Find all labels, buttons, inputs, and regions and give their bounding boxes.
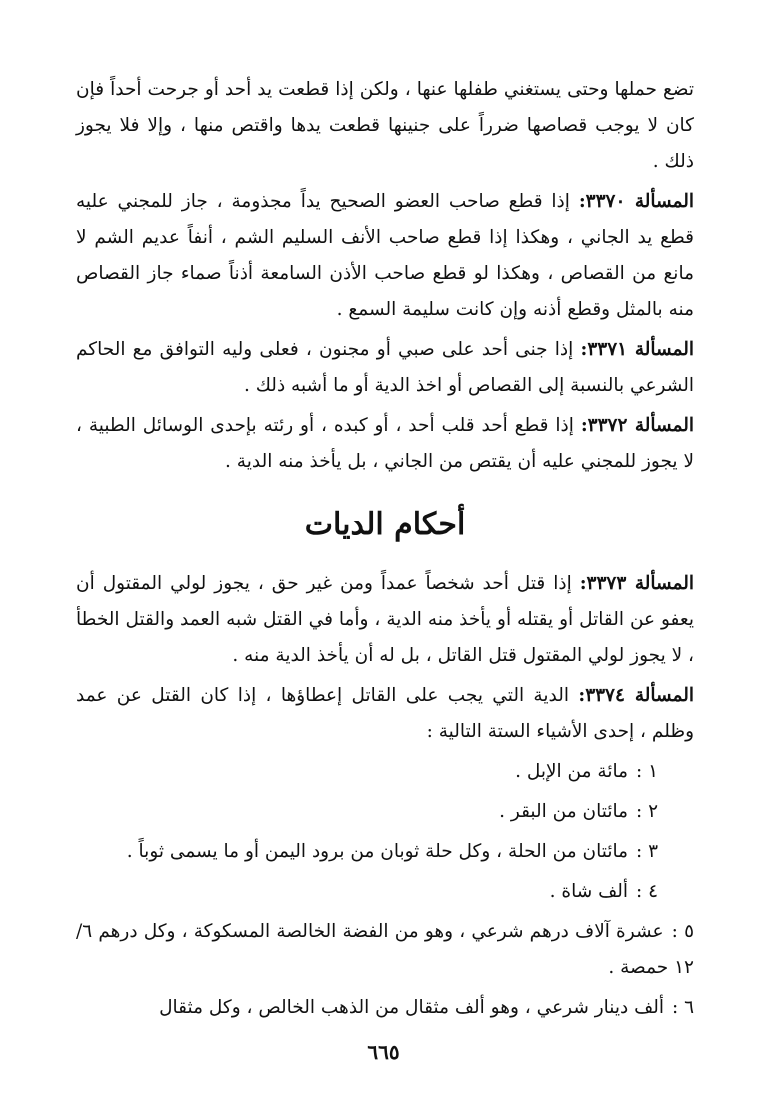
list-text: ألف شاة . bbox=[549, 881, 629, 902]
issue-3372 bbox=[76, 408, 694, 480]
issue-3370 bbox=[76, 184, 694, 328]
list-text: عشرة آلاف درهم شرعي ، وهو من الفضة الخالصة المسكوكة ، وكل درهم ٦/ ١٢ حمصة . bbox=[76, 921, 694, 978]
list-text: مائة من الإبل . bbox=[515, 761, 629, 782]
issue-label: المسألة ٣٣٧٤: bbox=[578, 685, 695, 706]
paragraph-text: تضع حملها وحتى يستغني طفلها عنها ، ولكن إذا قطعت يد أحد أو جرحت أحداً فإن كان لا يوجب قصاصها ضرراً على جنينها قطعت يدها واقتص منها ، وإلا فلا يجوز ذلك . bbox=[76, 79, 694, 172]
list-text: مائتان من البقر . bbox=[499, 801, 629, 822]
list-number: ٣ : bbox=[635, 841, 658, 862]
page-body bbox=[76, 72, 694, 1030]
issue-3373 bbox=[76, 566, 694, 674]
list-item bbox=[76, 874, 694, 910]
list-item bbox=[76, 794, 694, 830]
list-number: ٥ : bbox=[671, 921, 694, 942]
list-number: ٤ : bbox=[635, 881, 658, 902]
issue-label: المسألة ٣٣٧٣: bbox=[579, 573, 694, 594]
issue-3374 bbox=[76, 678, 694, 750]
list-item bbox=[76, 754, 694, 790]
section-title: أحكام الديات bbox=[304, 507, 466, 542]
issue-text: الدية التي يجب على القاتل إعطاؤها ، إذا كان القتل عن عمد وظلم ، إحدى الأشياء الستة التالية : bbox=[76, 685, 694, 742]
list-item bbox=[76, 834, 694, 870]
issue-text: إذا جنى أحد على صبي أو مجنون ، فعلى وليه التوافق مع الحاكم الشرعي بالنسبة إلى القصاص أو اخذ الدية أو ما أشبه ذلك . bbox=[76, 339, 694, 396]
list-item bbox=[76, 914, 694, 986]
list-number: ٢ : bbox=[635, 801, 658, 822]
issue-label: المسألة ٣٣٧٠: bbox=[578, 191, 694, 212]
issue-text: إذا قطع أحد قلب أحد ، أو كبده ، أو رئته بإحدى الوسائل الطبية ، لا يجوز للمجني عليه أن يقتص من الجاني ، بل يأخذ منه الدية . bbox=[76, 415, 694, 472]
list-text: مائتان من الحلة ، وكل حلة ثوبان من برود اليمن أو ما يسمى ثوباً . bbox=[126, 841, 629, 862]
issue-text: إذا قتل أحد شخصاً عمداً ومن غير حق ، يجوز لولي المقتول أن يعفو عن القاتل أو يقتله أو يأخذ منه الدية ، وأما في القتل شبه العمد والقتل الخطأ ، لا يجوز لولي المقتول قتل القاتل ، بل له أن يأخذ الدية منه . bbox=[76, 573, 694, 666]
issue-3371 bbox=[76, 332, 694, 404]
page-number: ٦٦٥ bbox=[367, 1040, 400, 1064]
issue-label: المسألة ٣٣٧١: bbox=[580, 339, 695, 360]
list-item bbox=[76, 990, 694, 1026]
issue-label: المسألة ٣٣٧٢: bbox=[580, 415, 695, 436]
list-number: ٦ : bbox=[671, 997, 694, 1018]
issue-text: إذا قطع صاحب العضو الصحيح يداً مجذومة ، جاز للمجني عليه قطع يد الجاني ، وهكذا إذا قطع صاحب الأنف السليم الشم ، أنفاً عديم الشم لا مانع من القصاص ، وهكذا لو قطع صاحب الأذن السامعة أذناً صماء جاز القصاص منه بالمثل وقطع أذنه وإن كانت سليمة السمع . bbox=[76, 191, 694, 320]
paragraph-continuation bbox=[76, 72, 694, 180]
list-number: ١ : bbox=[635, 761, 658, 782]
list-text: ألف دينار شرعي ، وهو ألف مثقال من الذهب الخالص ، وكل مثقال bbox=[159, 997, 665, 1018]
